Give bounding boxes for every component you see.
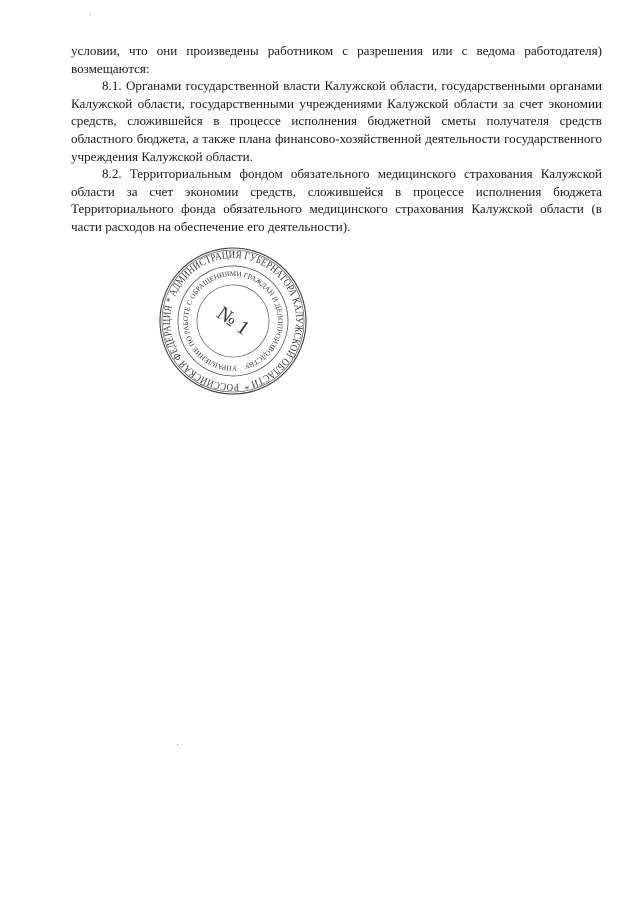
paragraph-8-2: 8.2. Территориальным фондом обязательного медицинского страхования Калужской области за счет экономии средств, сложившейся в процессе исполнения бюджета Территориального фонда обязательного медицинского страхования Калужской области (в части расходов на обеспечение его деятельности). — [71, 166, 602, 234]
stamp-number: № 1 — [212, 302, 254, 340]
paragraph-continuation: условии, что они произведены работником с разрешения или с ведома работодателя) возмещаются: — [71, 43, 602, 76]
paragraph-8-1: 8.1. Органами государственной власти Калужской области, государственными органами Калужской области, государственными учреждениями Калужской области за счет экономии средств, сложившейся в процессе исполнения бюджетной сметы получателя средств областного бюджета, а также плана финансово-хозяйственной деятельности государственного учреждения Калужской области. — [71, 78, 602, 164]
official-stamp — [158, 246, 308, 396]
scan-speck — [90, 14, 91, 15]
scan-speck — [177, 744, 178, 745]
document-body — [71, 42, 602, 236]
stamp-outer-text: РОССИЙСКАЯ ФЕДЕРАЦИЯ * АДМИНИСТРАЦИЯ ГУБЕРНАТОРА КАЛУЖСКОЙ ОБЛАСТИ * — [161, 249, 305, 393]
stamp-inner-text: УПРАВЛЕНИЕ ПО РАБОТЕ С ОБРАЩЕНИЯМИ ГРАЖДАН И ДЕЛОПРОИЗВОДСТВУ — [181, 269, 285, 373]
